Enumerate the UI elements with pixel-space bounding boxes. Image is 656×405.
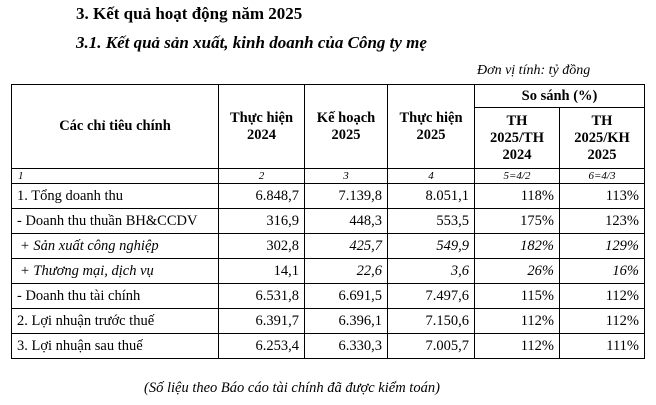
cell-vs-plan: 16% [560, 259, 645, 284]
header-indicator: Các chỉ tiêu chính [12, 85, 219, 169]
cell-actual-2025: 3,6 [388, 259, 475, 284]
results-table [11, 84, 645, 359]
row-label: 1. Tổng doanh thu [12, 184, 219, 209]
cell-vs-plan: 113% [560, 184, 645, 209]
cell-vs-plan: 123% [560, 209, 645, 234]
row-label: 2. Lợi nhuận trước thuế [12, 309, 219, 334]
cell-vs-2024: 26% [475, 259, 560, 284]
row-label: - Doanh thu tài chính [12, 284, 219, 309]
cell-actual-2024: 14,1 [219, 259, 305, 284]
cell-vs-plan: 112% [560, 309, 645, 334]
table-row [12, 209, 645, 234]
index-cell: 2 [219, 169, 305, 184]
cell-actual-2025: 7.497,6 [388, 284, 475, 309]
index-cell: 3 [305, 169, 388, 184]
index-cell: 6=4/3 [560, 169, 645, 184]
header-actual-2025: Thực hiện 2025 [388, 85, 475, 169]
table-row [12, 184, 645, 209]
row-label: - Doanh thu thuần BH&CCDV [12, 209, 219, 234]
cell-plan-2025: 6.330,3 [305, 334, 388, 359]
cell-vs-2024: 115% [475, 284, 560, 309]
header-compare-group: So sánh (%) [475, 85, 645, 108]
column-index-row [12, 169, 645, 184]
cell-plan-2025: 7.139,8 [305, 184, 388, 209]
cell-actual-2025: 7.150,6 [388, 309, 475, 334]
cell-vs-2024: 112% [475, 334, 560, 359]
subsection-heading: 3.1. Kết quả sản xuất, kinh doanh của Công ty mẹ [76, 33, 427, 52]
header-compare-vs-2024: TH 2025/TH 2024 [475, 108, 560, 169]
table-row [12, 284, 645, 309]
table-row [12, 309, 645, 334]
cell-actual-2024: 6.848,7 [219, 184, 305, 209]
cell-vs-plan: 111% [560, 334, 645, 359]
cell-actual-2025: 8.051,1 [388, 184, 475, 209]
cell-actual-2025: 553,5 [388, 209, 475, 234]
cell-actual-2025: 549,9 [388, 234, 475, 259]
table-row [12, 334, 645, 359]
unit-note: Đơn vị tính: tỷ đồng [477, 63, 591, 78]
cell-vs-plan: 129% [560, 234, 645, 259]
cell-vs-2024: 182% [475, 234, 560, 259]
cell-plan-2025: 6.396,1 [305, 309, 388, 334]
cell-actual-2024: 6.531,8 [219, 284, 305, 309]
cell-plan-2025: 448,3 [305, 209, 388, 234]
cell-vs-2024: 112% [475, 309, 560, 334]
row-label: + Thương mại, dịch vụ [12, 259, 219, 284]
row-label: 3. Lợi nhuận sau thuế [12, 334, 219, 359]
table-row [12, 259, 645, 284]
header-compare-vs-plan: TH 2025/KH 2025 [560, 108, 645, 169]
cell-actual-2024: 316,9 [219, 209, 305, 234]
index-cell: 5=4/2 [475, 169, 560, 184]
cell-actual-2024: 6.253,4 [219, 334, 305, 359]
index-cell: 4 [388, 169, 475, 184]
cell-vs-plan: 112% [560, 284, 645, 309]
cell-plan-2025: 6.691,5 [305, 284, 388, 309]
header-actual-2024: Thực hiện 2024 [219, 85, 305, 169]
row-label: + Sản xuất công nghiệp [12, 234, 219, 259]
section-heading: 3. Kết quả hoạt động năm 2025 [76, 4, 303, 23]
cell-plan-2025: 425,7 [305, 234, 388, 259]
cell-vs-2024: 175% [475, 209, 560, 234]
table-row [12, 234, 645, 259]
cell-actual-2025: 7.005,7 [388, 334, 475, 359]
cell-actual-2024: 6.391,7 [219, 309, 305, 334]
cell-plan-2025: 22,6 [305, 259, 388, 284]
header-plan-2025: Kế hoạch 2025 [305, 85, 388, 169]
audit-footnote: (Số liệu theo Báo cáo tài chính đã được kiểm toán) [144, 380, 440, 396]
cell-vs-2024: 118% [475, 184, 560, 209]
index-cell: 1 [12, 169, 219, 184]
cell-actual-2024: 302,8 [219, 234, 305, 259]
